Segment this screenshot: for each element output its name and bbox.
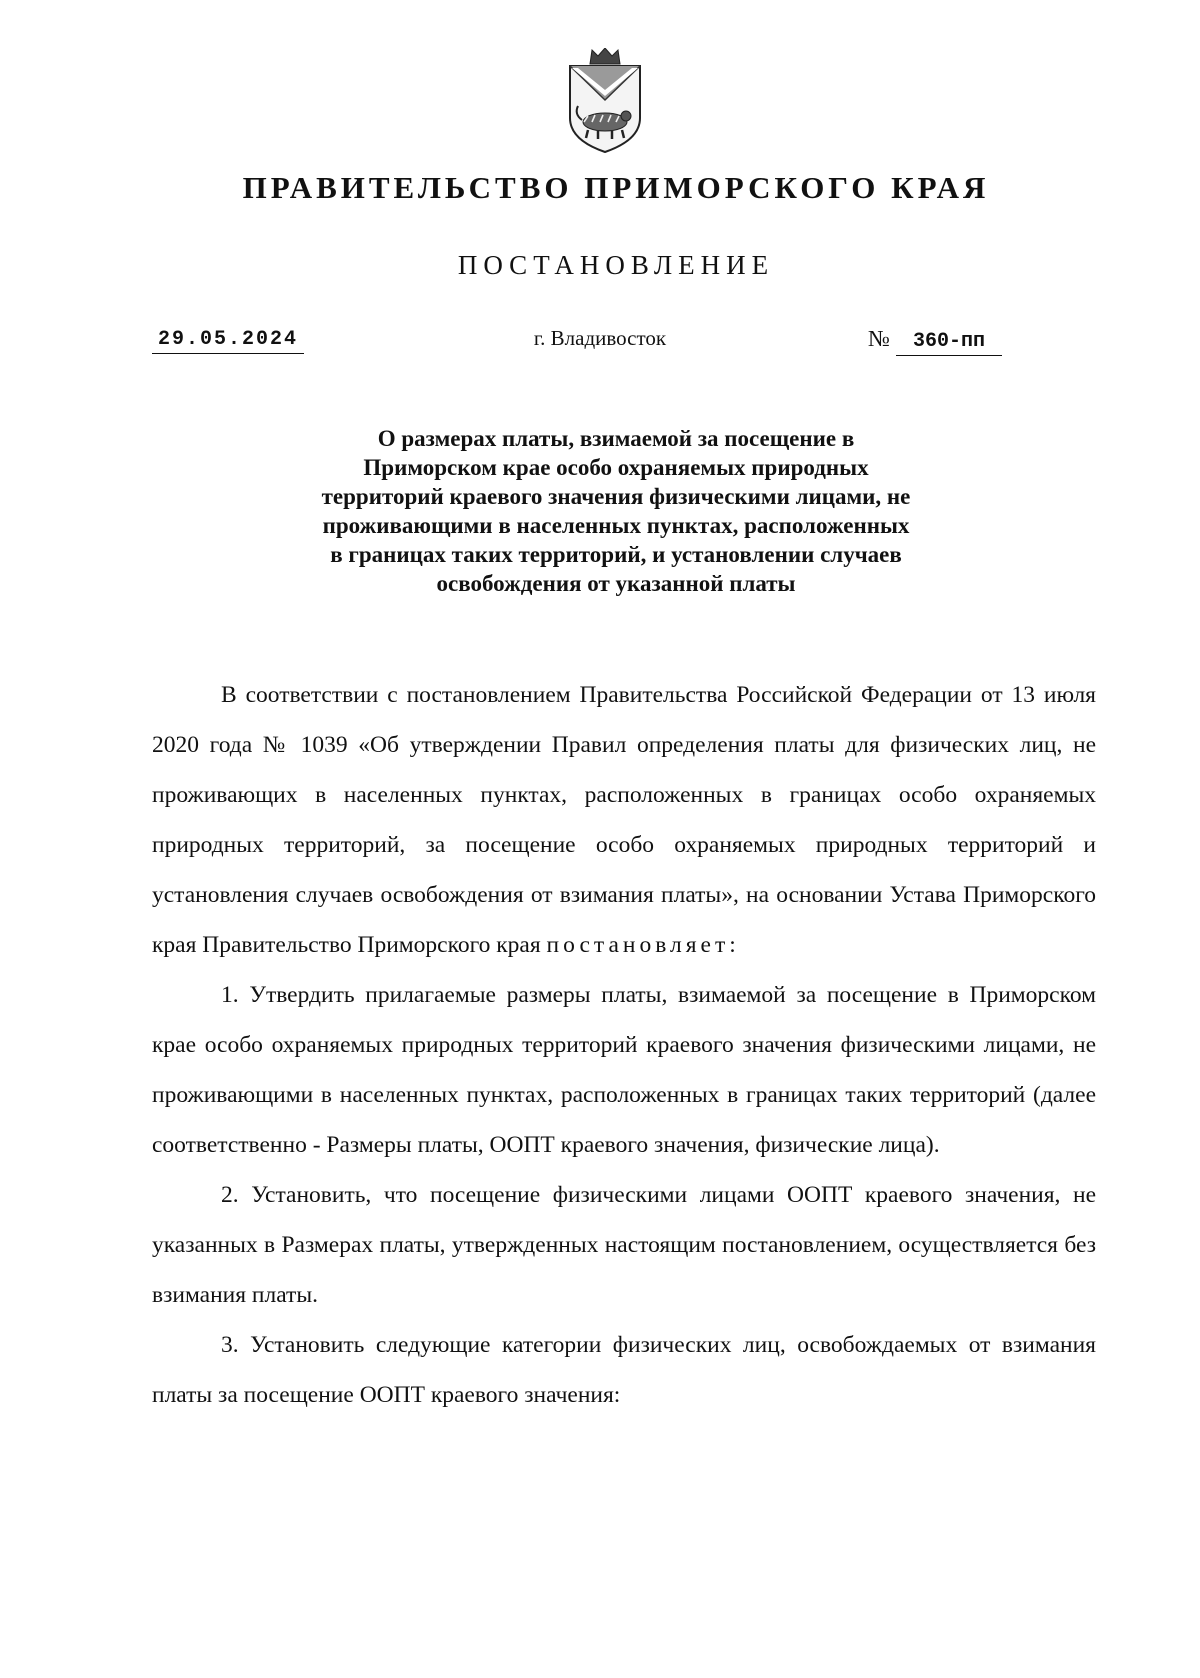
organization-name: ПРАВИТЕЛЬСТВО ПРИМОРСКОГО КРАЯ (242, 170, 990, 205)
title-line: О размерах платы, взимаемой за посещение в (377, 426, 855, 451)
number-sign: № (868, 326, 890, 351)
paragraph-preamble (152, 670, 1096, 970)
title-line: в границах таких территорий, и установлении случаев (330, 542, 902, 567)
document-type: ПОСТАНОВЛЕНИЕ (457, 250, 775, 280)
title-line: проживающими в населенных пунктах, расположенных (322, 513, 910, 538)
paragraph-item-3: 3. Установить следующие категории физических лиц, освобождаемых от взимания платы за посещение ООПТ краевого значения: (152, 1332, 1096, 1408)
document-city: г. Владивосток (533, 326, 667, 350)
document-title (220, 424, 1012, 598)
title-line: Приморском крае особо охраняемых природных (363, 455, 869, 480)
title-line: освобождения от указанной платы (436, 571, 796, 596)
document-date: 29.05.2024 (152, 328, 304, 354)
paragraph-item-1: 1. Утвердить прилагаемые размеры платы, взимаемой за посещение в Приморском крае особо охраняемых природных территорий краевого значения физическими лицами, не проживающими в населенных пунктах, расположенных в границах таких территорий (далее соответственно - Размеры платы, ООПТ краевого значения, физические лица). (152, 982, 1096, 1158)
document-number (868, 326, 1002, 356)
paragraph-item-2: 2. Установить, что посещение физическими лицами ООПТ краевого значения, не указанных в Размерах платы, утвержденных настоящим постановлением, осуществляется без взимания платы. (152, 1182, 1096, 1308)
resolves-word: постановляет: (546, 932, 740, 958)
preamble-text: В соответствии с постановлением Правительства Российской Федерации от 13 июля 2020 года № 1039 «Об утверждении Правил определения платы для физических лиц, не проживающих в населенных пунктах, расположенных в границах особо охраняемых природных территорий, за посещение особо охраняемых природных территорий и установления случаев освобождения от взимания платы», на основании Устава Приморского края Правительство Приморского края (152, 682, 1096, 958)
number-value: 360-пп (896, 330, 1002, 356)
coat-of-arms-icon (568, 48, 642, 158)
title-line: территорий краевого значения физическими лицами, не (321, 484, 911, 509)
document-body (152, 670, 1096, 1420)
